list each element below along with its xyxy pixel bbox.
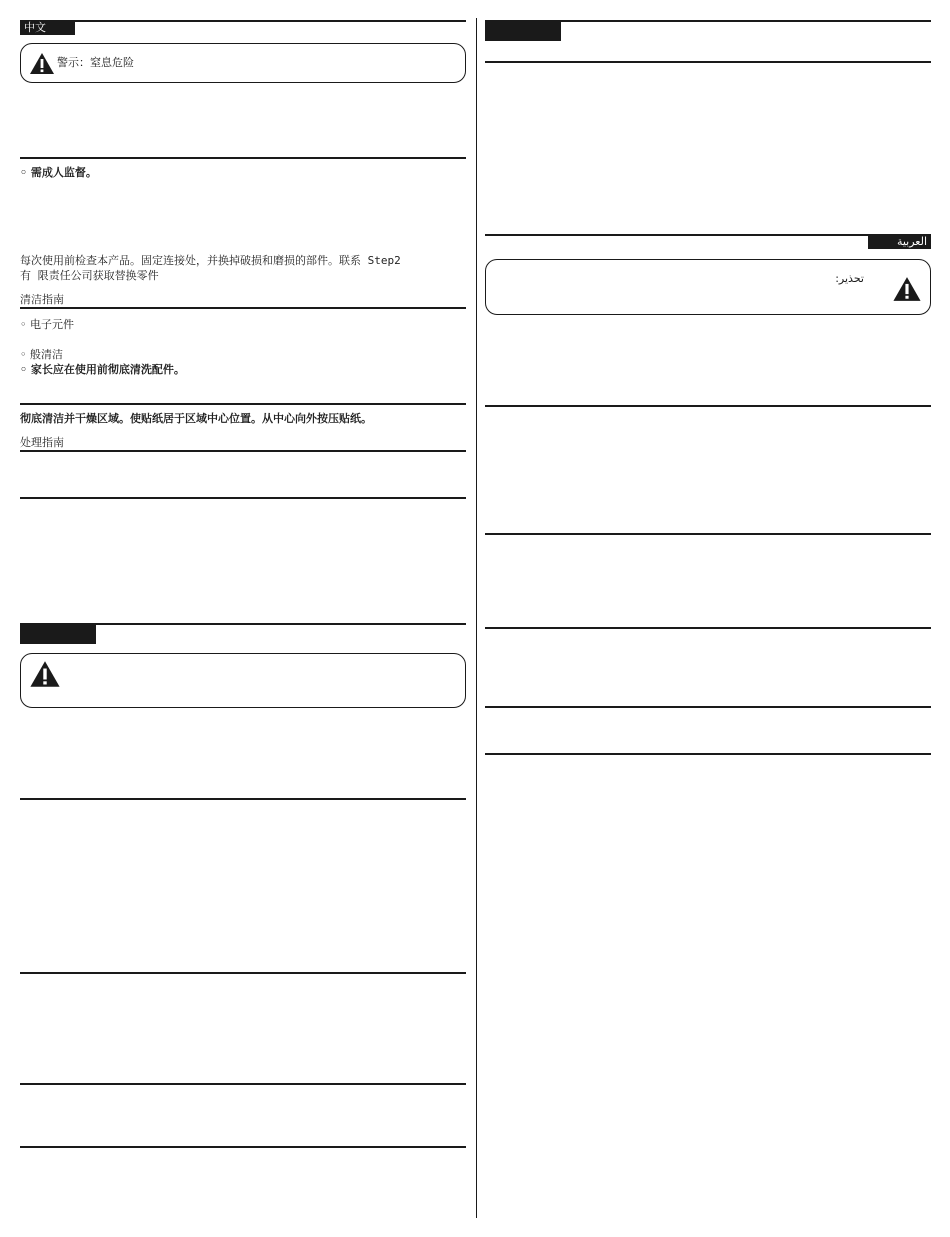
warning-triangle-icon [892, 276, 922, 302]
section-rule [20, 1146, 466, 1148]
cleaning-heading: 清洁指南 [20, 293, 64, 306]
section-rule [20, 798, 466, 800]
language-tag-blank [485, 21, 561, 41]
section-rule [20, 20, 466, 22]
language-tag-arabic: العربية [868, 235, 931, 249]
warning-box-arabic [485, 259, 931, 315]
warning-text-arabic: تحذير: [835, 272, 864, 285]
section-rule [20, 307, 466, 309]
section-rule [485, 753, 931, 755]
sticker-instruction: 彻底清洁并干燥区域。使贴纸居于区域中心位置。从中心向外按压贴纸。 [20, 412, 372, 425]
warning-triangle-icon [29, 52, 55, 75]
section-rule [485, 234, 931, 236]
parents-clean-item: ◦ 家长应在使用前彻底清洗配件。 [20, 363, 185, 376]
supervision-notice: ◦ 需成人监督。 [20, 166, 97, 179]
section-rule [20, 497, 466, 499]
warning-triangle-icon [29, 660, 61, 688]
language-tag-chinese: 中文 [20, 21, 75, 35]
warning-text: 警示：窒息危险 [57, 56, 134, 69]
warning-box-blank [20, 653, 466, 708]
general-cleaning-item: ◦ 般清洁 [20, 348, 63, 361]
disposal-heading: 处理指南 [20, 436, 64, 449]
section-rule [20, 972, 466, 974]
inspection-text-line-2: 有 限责任公司获取替换零件 [20, 269, 159, 282]
section-rule [485, 627, 931, 629]
column-divider [476, 18, 477, 1218]
section-rule [20, 403, 466, 405]
section-rule [485, 706, 931, 708]
section-rule [20, 450, 466, 452]
section-rule [485, 533, 931, 535]
electronics-item: ◦ 电子元件 [20, 318, 74, 331]
warning-box [20, 43, 466, 83]
section-rule [20, 157, 466, 159]
section-rule [485, 405, 931, 407]
language-tag-blank [20, 624, 96, 644]
section-rule [20, 1083, 466, 1085]
inspection-text-line-1: 每次使用前检查本产品。固定连接处，并换掉破损和磨损的部件。联系 Step2 [20, 254, 401, 267]
section-rule [485, 61, 931, 63]
